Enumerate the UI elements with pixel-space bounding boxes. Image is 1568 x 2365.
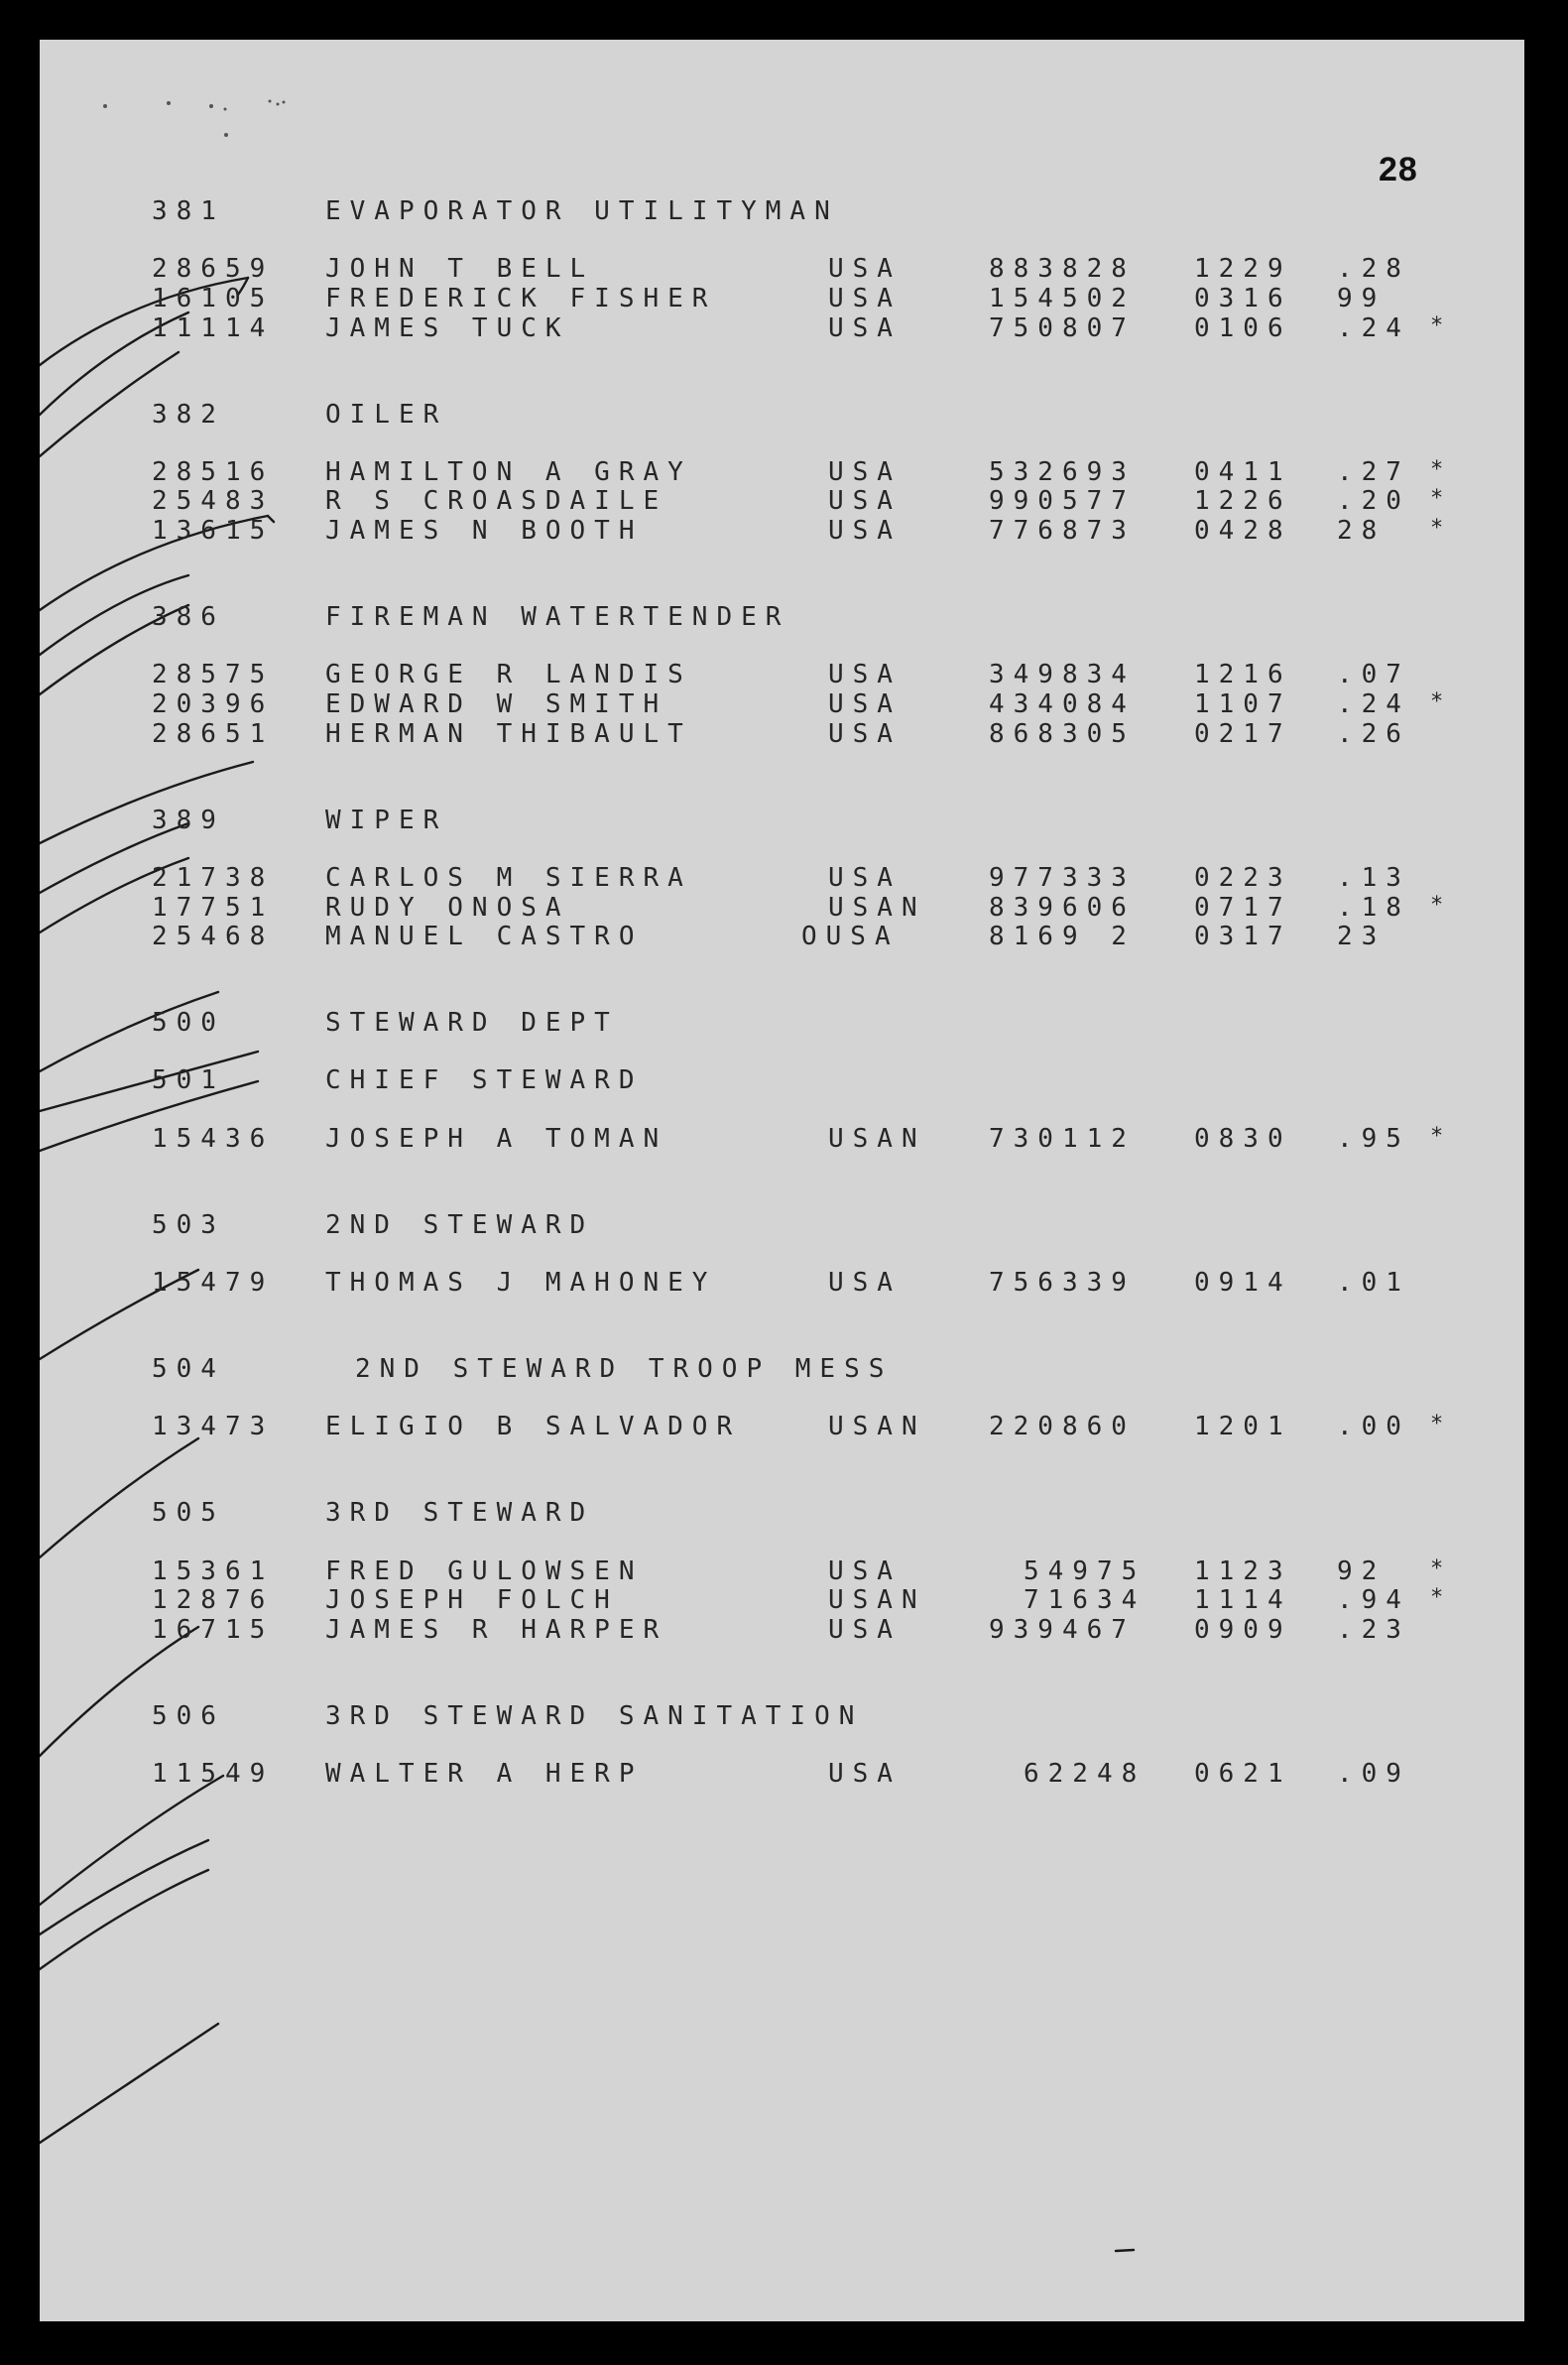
crew-nationality: USA [828,457,902,487]
crew-date: 0717 [1194,893,1292,923]
crew-id: 28651 [152,719,275,749]
crew-date: 1114 [1194,1585,1292,1615]
section-code: 382 [152,400,225,430]
crew-id: 15361 [152,1556,275,1586]
crew-name: R S CROASDAILE [325,486,668,516]
section-title: EVAPORATOR UTILITYMAN [325,196,839,226]
crew-date: 0106 [1194,313,1292,343]
section-header [40,1498,1524,1530]
crew-id: 11114 [152,313,275,343]
section-code: 506 [152,1701,225,1731]
crew-name: JAMES TUCK [325,313,570,343]
crew-nationality: USA [828,660,902,689]
crew-name: JOSEPH A TOMAN [325,1124,668,1154]
crew-row [40,284,1524,315]
asterisk-mark: * [1430,1585,1453,1610]
crew-number: 839606 [989,893,1136,923]
crew-date: 0830 [1194,1124,1292,1154]
crew-row [40,313,1524,345]
crew-nationality: USA [828,863,902,893]
crew-id: 11549 [152,1759,275,1789]
crew-name: JAMES N BOOTH [325,516,644,546]
crew-date: 0317 [1194,922,1292,951]
crew-amount: .26 [1337,719,1410,749]
section-header [40,1210,1524,1242]
document-page [40,40,1524,2321]
crew-number: 776873 [989,516,1136,546]
crew-name: EDWARD W SMITH [325,689,668,719]
crew-amount: .20 [1337,486,1410,516]
crew-nationality: USAN [828,1585,926,1615]
crew-amount: .24 [1337,689,1410,719]
crew-date: 1201 [1194,1412,1292,1441]
crew-row [40,893,1524,925]
crew-id: 28516 [152,457,275,487]
crew-nationality: USA [828,1556,902,1586]
crew-amount: 28 [1337,516,1387,546]
handwritten-pen-strokes [40,40,1524,2321]
crew-number: 730112 [989,1124,1136,1154]
section-code: 389 [152,806,225,835]
section-header [40,1065,1524,1097]
crew-nationality: USA [828,254,902,284]
crew-id: 28575 [152,660,275,689]
crew-amount: .94 [1337,1585,1410,1615]
crew-number: 990577 [989,486,1136,516]
crew-amount: .18 [1337,893,1410,923]
page-number: 28 [1379,151,1418,188]
crew-row [40,1615,1524,1647]
section-header [40,1354,1524,1386]
section-code: 505 [152,1498,225,1528]
section-header [40,602,1524,634]
crew-number: 977333 [989,863,1136,893]
section-title: CHIEF STEWARD [325,1065,644,1095]
crew-amount: 99 [1337,284,1387,313]
crew-row [40,486,1524,518]
crew-date: 1216 [1194,660,1292,689]
crew-name: JOSEPH FOLCH [325,1585,619,1615]
crew-nationality: OUSA [801,922,900,951]
section-title: 2ND STEWARD [325,1210,595,1240]
crew-row [40,689,1524,721]
crew-amount: 92 [1337,1556,1387,1586]
crew-id: 25483 [152,486,275,516]
section-title: 2ND STEWARD TROOP MESS [355,1354,894,1384]
crew-id: 15436 [152,1124,275,1154]
crew-nationality: USA [828,284,902,313]
crew-number: 868305 [989,719,1136,749]
crew-number: 434084 [989,689,1136,719]
crew-nationality: USA [828,1615,902,1645]
section-title: OILER [325,400,448,430]
crew-number: 71634 [1024,1585,1146,1615]
crew-number: 8169 2 [989,922,1136,951]
crew-nationality: USA [828,1268,902,1298]
crew-name: THOMAS J MAHONEY [325,1268,717,1298]
crew-row [40,516,1524,548]
section-title: STEWARD DEPT [325,1008,619,1038]
crew-date: 0223 [1194,863,1292,893]
crew-number: 154502 [989,284,1136,313]
crew-amount: .01 [1337,1268,1410,1298]
section-code: 381 [152,196,225,226]
asterisk-mark: * [1430,1556,1453,1581]
crew-number: 750807 [989,313,1136,343]
crew-row [40,1412,1524,1443]
crew-id: 12876 [152,1585,275,1615]
crew-date: 0316 [1194,284,1292,313]
section-header [40,196,1524,228]
crew-row [40,1124,1524,1156]
crew-id: 28659 [152,254,275,284]
crew-nationality: USA [828,1759,902,1789]
crew-row [40,457,1524,489]
crew-number: 532693 [989,457,1136,487]
crew-name: JAMES R HARPER [325,1615,668,1645]
section-header [40,1701,1524,1733]
crew-row [40,1268,1524,1300]
section-header [40,400,1524,432]
crew-nationality: USAN [828,1124,926,1154]
section-title: WIPER [325,806,448,835]
crew-date: 0909 [1194,1615,1292,1645]
crew-date: 0914 [1194,1268,1292,1298]
crew-date: 0621 [1194,1759,1292,1789]
section-header [40,1008,1524,1040]
section-code: 503 [152,1210,225,1240]
crew-row [40,922,1524,953]
crew-name: MANUEL CASTRO [325,922,644,951]
section-title: 3RD STEWARD SANITATION [325,1701,864,1731]
asterisk-mark: * [1430,1412,1453,1436]
crew-id: 21738 [152,863,275,893]
crew-row [40,719,1524,751]
crew-id: 16715 [152,1615,275,1645]
crew-row [40,254,1524,286]
crew-number: 883828 [989,254,1136,284]
crew-amount: .00 [1337,1412,1410,1441]
crew-row [40,1585,1524,1617]
crew-amount: .95 [1337,1124,1410,1154]
section-code: 386 [152,602,225,632]
crew-amount: .23 [1337,1615,1410,1645]
crew-nationality: USA [828,313,902,343]
crew-amount: .28 [1337,254,1410,284]
section-title: FIREMAN WATERTENDER [325,602,790,632]
crew-date: 0411 [1194,457,1292,487]
crew-id: 13615 [152,516,275,546]
asterisk-mark: * [1430,516,1453,541]
crew-name: RUDY ONOSA [325,893,570,923]
crew-name: JOHN T BELL [325,254,595,284]
crew-number: 939467 [989,1615,1136,1645]
section-title: 3RD STEWARD [325,1498,595,1528]
crew-date: 1123 [1194,1556,1292,1586]
crew-name: ELIGIO B SALVADOR [325,1412,742,1441]
crew-row [40,1759,1524,1791]
crew-number: 62248 [1024,1759,1146,1789]
crew-nationality: USA [828,486,902,516]
crew-date: 1107 [1194,689,1292,719]
crew-name: FREDERICK FISHER [325,284,717,313]
asterisk-mark: * [1430,1124,1453,1149]
section-code: 500 [152,1008,225,1038]
crew-id: 20396 [152,689,275,719]
crew-amount: .07 [1337,660,1410,689]
section-code: 501 [152,1065,225,1095]
crew-row [40,863,1524,895]
crew-row [40,660,1524,691]
crew-date: 0428 [1194,516,1292,546]
crew-name: HAMILTON A GRAY [325,457,692,487]
asterisk-mark: * [1430,893,1453,918]
asterisk-mark: * [1430,486,1453,511]
crew-number: 349834 [989,660,1136,689]
crew-nationality: USA [828,516,902,546]
crew-id: 25468 [152,922,275,951]
crew-amount: .13 [1337,863,1410,893]
crew-amount: .09 [1337,1759,1410,1789]
section-code: 504 [152,1354,225,1384]
asterisk-mark: * [1430,457,1453,482]
crew-nationality: USA [828,689,902,719]
crew-amount: .24 [1337,313,1410,343]
crew-number: 756339 [989,1268,1136,1298]
crew-number: 54975 [1024,1556,1146,1586]
crew-amount: .27 [1337,457,1410,487]
crew-name: HERMAN THIBAULT [325,719,692,749]
crew-amount: 23 [1337,922,1387,951]
crew-number: 220860 [989,1412,1136,1441]
crew-name: WALTER A HERP [325,1759,644,1789]
crew-nationality: USAN [828,1412,926,1441]
crew-name: GEORGE R LANDIS [325,660,692,689]
crew-date: 1226 [1194,486,1292,516]
crew-name: CARLOS M SIERRA [325,863,692,893]
asterisk-mark: * [1430,689,1453,714]
section-header [40,806,1524,837]
crew-date: 1229 [1194,254,1292,284]
crew-id: 13473 [152,1412,275,1441]
asterisk-mark: * [1430,313,1453,338]
crew-row [40,1556,1524,1588]
crew-nationality: USAN [828,893,926,923]
crew-id: 17751 [152,893,275,923]
crew-id: 16105 [152,284,275,313]
crew-date: 0217 [1194,719,1292,749]
crew-id: 15479 [152,1268,275,1298]
crew-nationality: USA [828,719,902,749]
crew-name: FRED GULOWSEN [325,1556,644,1586]
